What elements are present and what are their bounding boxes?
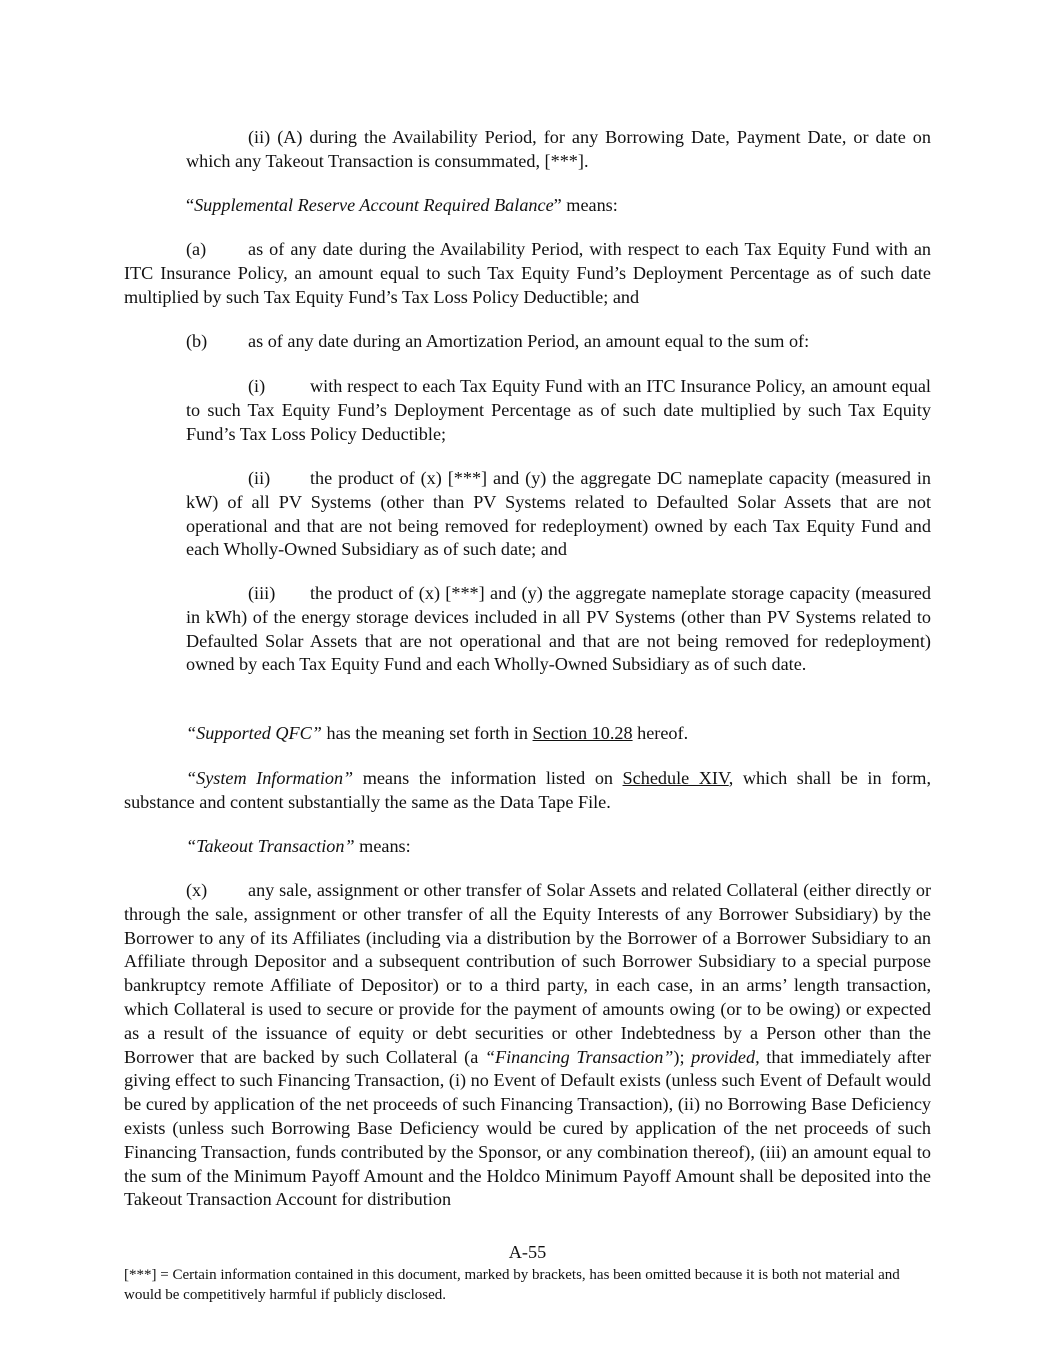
defined-term: Supplemental Reserve Account Required Balance [194,195,554,215]
paragraph-label: (x) [186,880,208,900]
page-number: A-55 [508,1242,547,1262]
definition-supported-qfc: “Supported QFC” has the meaning set forth in Section 10.28 hereof. [186,723,689,743]
paragraph-text: the product of (x) [***] and (y) the aggregate DC nameplate capacity (measured in kW) of all PV Systems (other than PV Systems related to Defaulted Solar Assets that are not operational and that are not being removed for redeployment) owned by each Tax Equity Fund and each Wholly-Owned Subsidiary as of such date; and [186,468,931,560]
paragraph-b [124,330,931,354]
paragraph-ii-a [186,126,931,174]
paragraph-text: with respect to each Tax Equity Fund with an ITC Insurance Policy, an amount equal to such Tax Equity Fund’s Deployment Percentage as of such date multiplied by such Tax Equity Fund’s Tax Loss Policy Deductible; [186,376,931,444]
schedule-reference-link[interactable]: Schedule XIV [622,768,729,788]
paragraph-label: (ii) [248,468,271,488]
defined-term: “Financing Transaction” [484,1046,674,1067]
paragraph-label: (i) [248,376,266,396]
paragraph-b-ii [186,467,931,562]
paragraph-text: as of any date during the Availability Period, with respect to each Tax Equity Fund with an ITC Insurance Policy, an amount equal to such Tax Equity Fund’s Deployment Percentage as of such date multiplied by such Tax Equity Fund’s Tax Loss Policy Deductible; and [124,239,931,307]
definition-system-information: “System Information” means the information listed on Schedule XIV, which shall be in form, substance and content substantially the same as the Data Tape File. [124,768,931,812]
paragraph-text: the product of (x) [***] and (y) the aggregate nameplate storage capacity (measured in kWh) of the energy storage devices included in all PV Systems (other than PV Systems related to Defaulted Solar Assets that are not operational and that are not being removed for redeployment) owned by each Tax Equity Fund and each Wholly-Owned Subsidiary as of such date. [186,583,931,675]
paragraph-x: (x) any sale, assignment or other transfer of Solar Assets and related Collateral (either directly or through the sale, assignment or other transfer of all the Equity Interests of any Borrower Subsidiary) by the Borrower to any of its Affiliates (including via a distribution by the Borrower of a Borrower Subsidiary to an Affiliate through Depositor and a subsequent contribution of such Borrower Subsidiary to a special purpose bankruptcy remote Affiliate of Depositor) or to a third party, in each case, in an arms’ length transaction, which Collateral is used to secure or provide for the payment of amounts owing (or to be owing) or expected as a result of the issuance of equity or debt securities or other Indebtedness by a Person other than the Borrower that are backed by such Collateral (a “Financing Transaction”); provided, that immediately after giving effect to such Financing Transaction, (i) no Event of Default exists (unless such Event of Default would be cured by application of the net proceeds of such Financing Transaction), (ii) no Borrowing Base Deficiency exists (unless such Borrowing Base Deficiency would be cured by application of the net proceeds of such Financing Transaction, funds contributed by the Sponsor, or any combination thereof), (iii) an amount equal to the sum of the Minimum Payoff Amount and the Holdco Minimum Payoff Amount shall be deposited into the Takeout Transaction Account for distribution [124,880,931,1210]
paragraph-label: (a) [186,239,207,259]
paragraph-text: during the Availability Period, for any Borrowing Date, Payment Date, or date on which any Takeout Transaction is consummated, [***]. [186,127,931,171]
definition-takeout-transaction: “Takeout Transaction” means: [186,836,411,856]
defined-term: “System Information” [186,768,354,788]
paragraph-label: (iii) [248,583,276,603]
footnote: [***] = Certain information contained in this document, marked by brackets, has been omitted because it is both not material and would be competitively harmful if publicly disclosed. [124,1267,900,1303]
paragraph-a [124,238,931,309]
defined-term: “Supported QFC” [186,723,322,743]
definition-supplemental-reserve: “Supplemental Reserve Account Required Balance” means: [186,195,618,215]
paragraph-text: as of any date during an Amortization Period, an amount equal to the sum of: [248,331,810,351]
paragraph-label: (b) [186,331,208,351]
section-reference-link[interactable]: Section 10.28 [532,723,633,743]
paragraph-b-iii [186,582,931,677]
paragraph-label: (ii) (A) [248,127,303,147]
defined-term: “Takeout Transaction” [186,836,355,856]
paragraph-b-i [186,375,931,446]
